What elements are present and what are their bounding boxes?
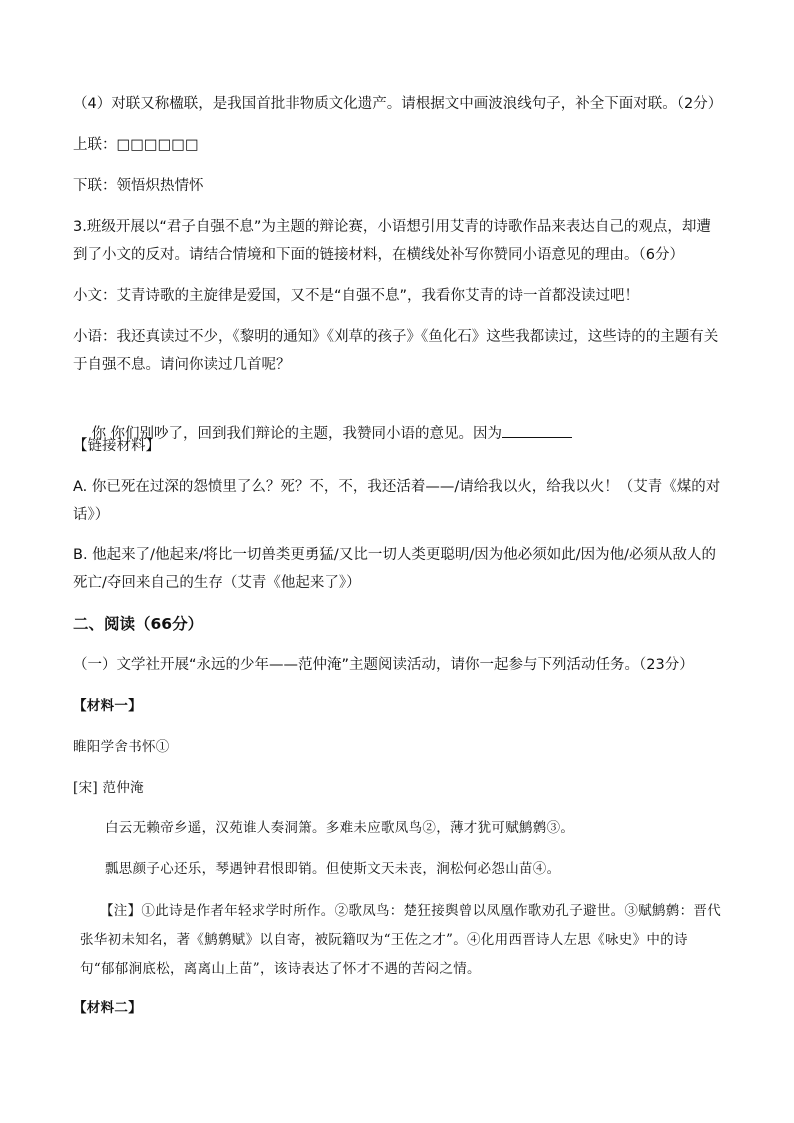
couplet-lower: 下联：领悟炽热情怀 (73, 178, 204, 194)
question-4: （4）对联又称楹联，是我国首批非物质文化遗产。请根据文中画波浪线句子，补全下面对联。（2分） (73, 96, 723, 112)
reading-part-1: （一）文学社开展“永远的少年——范仲淹”主题阅读活动，请你一起参与下列活动任务。（23分） (73, 657, 694, 673)
link-material-title: 【链接材料】 (73, 438, 160, 454)
question-3: 3.班级开展以“君子自强不息”为主题的辩论赛，小语想引用艾青的诗歌作品来表达自己的观点，却遭到了小文的反对。请结合情境和下面的链接材料，在横线处补写你赞同小语意见的理由。（6分） (73, 219, 711, 263)
dialogue-xiaoyu: 小语：我还真读过不少，《黎明的通知》《刈草的孩子》《鱼化石》这些我都读过，这些诗的的主题有关于自强不息。请问你读过几首呢？ (73, 329, 719, 373)
couplet-upper: 上联：□□□□□□ (73, 137, 199, 153)
material-1-label: 【材料一】 (73, 698, 142, 714)
link-material-b: B. 他起来了/他起来/将比一切兽类更勇猛/又比一切人类更聪明/因为他必须如此/因为他/必须从敌人的死亡/夺回来自己的生存（艾青《他起来了》） (73, 547, 716, 591)
poem-line-1: 白云无赖帝乡遥，汉苑谁人奏洞箫。多难未应歌凤鸟②，薄才犹可赋鹪鹩③。 (105, 820, 575, 836)
poem-title: 睢阳学舍书怀① (73, 739, 170, 755)
poem-annotation: 【注】①此诗是作者年轻求学时所作。②歌凤鸟：楚狂接舆曾以凤凰作歌劝孔子避世。③赋鹪鹩：晋代张华初未知名，著《鹪鹩赋》以自寄，被阮籍叹为“王佐之才”。④化用西晋诗人左思《咏史》中的诗句“郁郁涧底松，离离山上苗”，该诗表达了怀才不遇的苦闷之情。 (80, 903, 721, 977)
material-2-label: 【材料二】 (73, 1000, 142, 1016)
dialogue-xiaowen: 小文：艾青诗歌的主旋律是爱国，又不是“自强不息”，我看你艾青的诗一首都没读过吧！ (73, 288, 640, 304)
section-heading: 二、阅读（66分） (73, 615, 204, 633)
poem-line-2: 瓢思颜子心还乐，琴遇钟君恨即销。但使斯文天未丧，涧松何必怨山苗④。 (105, 861, 561, 877)
dialogue-you-text: 你 你们别吵了，回到我们辩论的主题，我赞同小语的意见。因为 (91, 426, 503, 442)
poem-author: [宋] 范仲淹 (73, 780, 144, 796)
link-material-a: A. 你已死在过深的怨愤里了么？死？不，不，我还活着——/请给我以火，给我以火！（艾青《煤的对话》） (73, 479, 721, 523)
